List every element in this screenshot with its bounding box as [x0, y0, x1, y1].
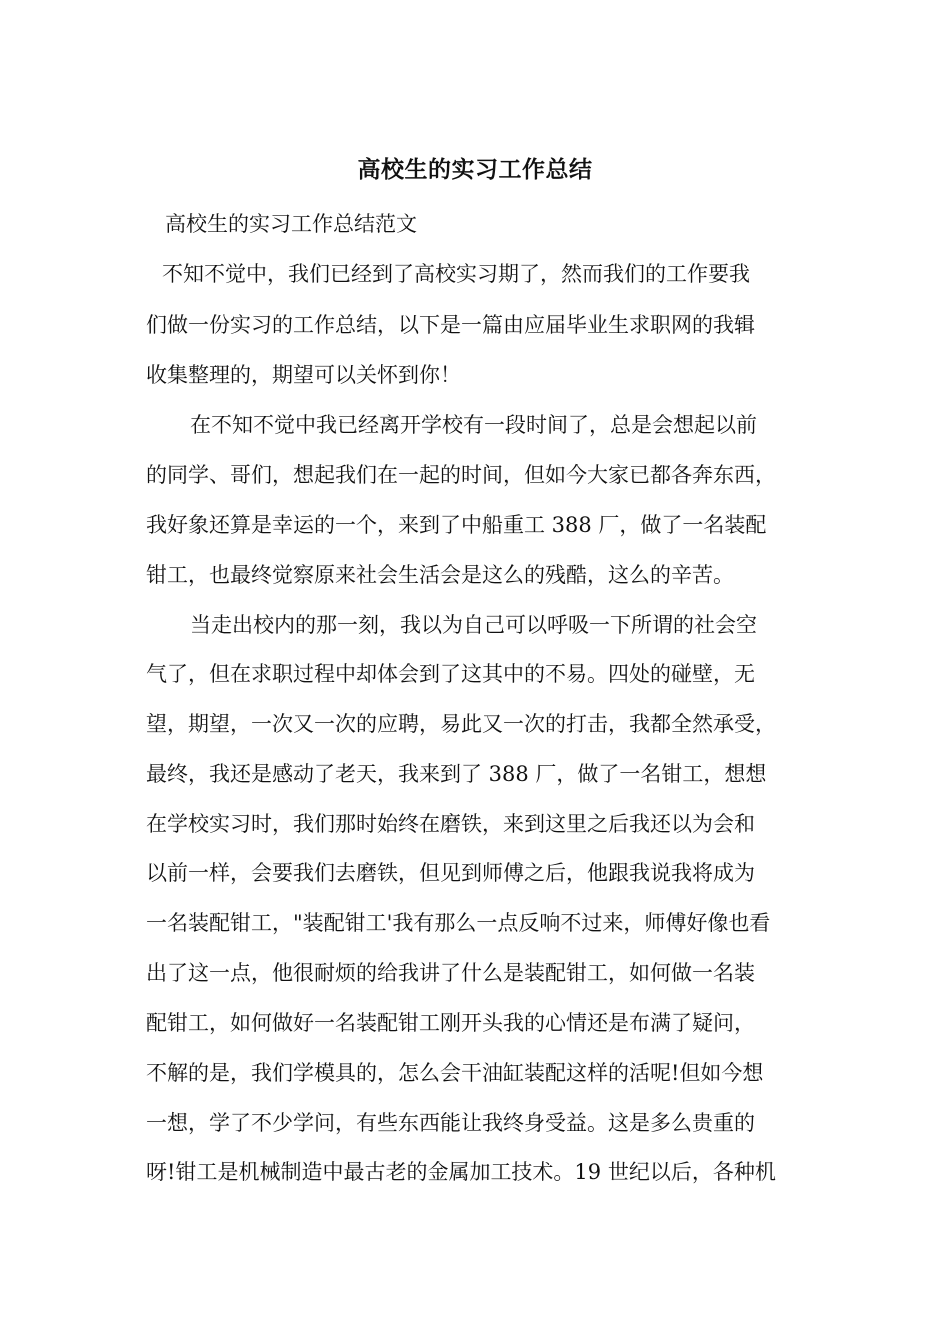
paragraph-line: 钳工，也最终觉察原来社会生活会是这么的残酷，这么的辛苦。 — [146, 563, 734, 587]
paragraph-line: 不解的是，我们学模具的，怎么会干油缸装配这样的活呢!但如今想 — [146, 1061, 764, 1085]
paragraph-line: 最终，我还是感动了老天，我来到了 388 厂，做了一名钳工，想想 — [146, 762, 767, 786]
paragraph-line: 不知不觉中，我们已经到了高校实习期了，然而我们的工作要我 — [162, 262, 750, 286]
paragraph-line: 出了这一点，他很耐烦的给我讲了什么是装配钳工，如何做一名装 — [146, 961, 755, 985]
paragraph-line: 的同学、哥们，想起我们在一起的时间，但如今大家已都各奔东西， — [146, 463, 776, 487]
paragraph-line: 在不知不觉中我已经离开学校有一段时间了，总是会想起以前 — [190, 413, 757, 437]
paragraph-line: 我好象还算是幸运的一个，来到了中船重工 388 厂，做了一名装配 — [146, 513, 767, 537]
document-subtitle: 高校生的实习工作总结范文 — [165, 212, 417, 236]
paragraph-line: 当走出校内的那一刻，我以为自己可以呼吸一下所谓的社会空 — [190, 613, 757, 637]
paragraph-line: 在学校实习时，我们那时始终在磨铁，来到这里之后我还以为会和 — [146, 812, 755, 836]
paragraph-line: 配钳工，如何做好一名装配钳工刚开头我的心情还是布满了疑问， — [146, 1011, 755, 1035]
paragraph-line: 气了，但在求职过程中却体会到了这其中的不易。四处的碰壁，无 — [146, 662, 755, 686]
paragraph-line: 们做一份实习的工作总结，以下是一篇由应届毕业生求职网的我辑 — [146, 313, 755, 337]
paragraph-line: 收集整理的，期望可以关怀到你！ — [146, 363, 461, 387]
paragraph-line: 一想，学了不少学问，有些东西能让我终身受益。这是多么贵重的 — [146, 1111, 755, 1135]
document-title: 高校生的实习工作总结 — [357, 156, 593, 183]
paragraph-line: 呀!钳工是机械制造中最古老的金属加工技术。19 世纪以后，各种机 — [146, 1160, 776, 1184]
paragraph-line: 望，期望，一次又一次的应聘，易此又一次的打击，我都全然承受， — [146, 712, 776, 736]
paragraph-line: 以前一样，会要我们去磨铁，但见到师傅之后，他跟我说我将成为 — [146, 861, 755, 885]
paragraph-line: 一名装配钳工，"装配钳工'我有那么一点反响不过来，师傅好像也看 — [146, 911, 771, 935]
